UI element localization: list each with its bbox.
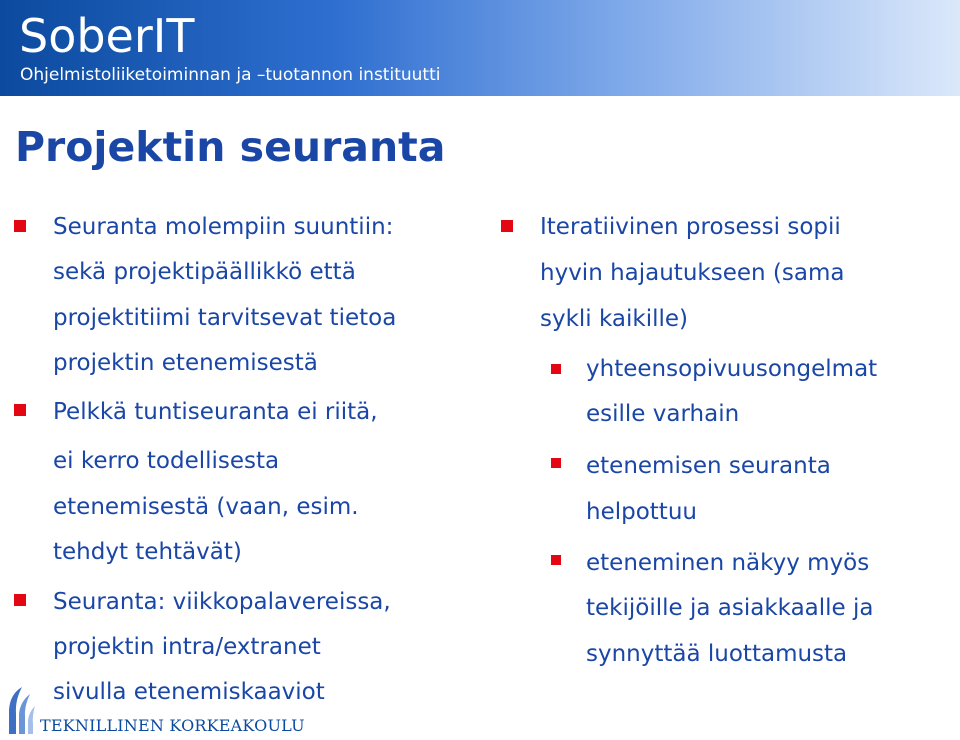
bullet-line: Seuranta molempiin suuntiin:	[53, 214, 394, 240]
bullet-line: tehdyt tehtävät)	[53, 539, 242, 565]
sub-bullet-line: eteneminen näkyy myös	[586, 550, 870, 576]
bullet-line: sivulla etenemiskaaviot	[53, 679, 325, 705]
brand-subtitle: Ohjelmistoliiketoiminnan ja –tuotannon instituutti	[20, 65, 441, 85]
sub-bullet-line: tekijöille ja asiakkaalle ja	[586, 595, 874, 621]
header-band	[0, 0, 960, 96]
sub-bullet-marker-icon	[551, 458, 561, 468]
bullet-line: Iteratiivinen prosessi sopii	[540, 214, 841, 240]
tkk-logo-icon	[6, 684, 36, 740]
bullet-marker-icon	[14, 404, 26, 416]
bullet-line: projektin intra/extranet	[53, 634, 321, 660]
bullet-line: Seuranta: viikkopalavereissa,	[53, 589, 391, 615]
bullet-line: ei kerro todellisesta	[53, 448, 280, 474]
sub-bullet-line: etenemisen seuranta	[586, 453, 831, 479]
bullet-line: projektitiimi tarvitsevat tietoa	[53, 305, 397, 331]
sub-bullet-line: yhteensopivuusongelmat	[586, 356, 878, 382]
bullet-line: sekä projektipäällikkö että	[53, 259, 356, 285]
bullet-marker-icon	[14, 594, 26, 606]
slide-title: Projektin seuranta	[15, 123, 446, 171]
institution-name: TEKNILLINEN KORKEAKOULU	[40, 716, 305, 735]
sub-bullet-line: esille varhain	[586, 401, 740, 427]
sub-bullet-line: synnyttää luottamusta	[586, 641, 848, 667]
bullet-line: projektin etenemisestä	[53, 350, 318, 376]
brand-title: SoberIT	[19, 9, 195, 63]
bullet-marker-icon	[14, 220, 26, 232]
sub-bullet-marker-icon	[551, 364, 561, 374]
bullet-marker-icon	[501, 220, 513, 232]
bullet-line: etenemisestä (vaan, esim.	[53, 494, 359, 520]
bullet-line: Pelkkä tuntiseuranta ei riitä,	[53, 399, 378, 425]
bullet-line: hyvin hajautukseen (sama	[540, 260, 845, 286]
sub-bullet-marker-icon	[551, 555, 561, 565]
bullet-line: sykli kaikille)	[540, 306, 689, 332]
sub-bullet-line: helpottuu	[586, 499, 697, 525]
